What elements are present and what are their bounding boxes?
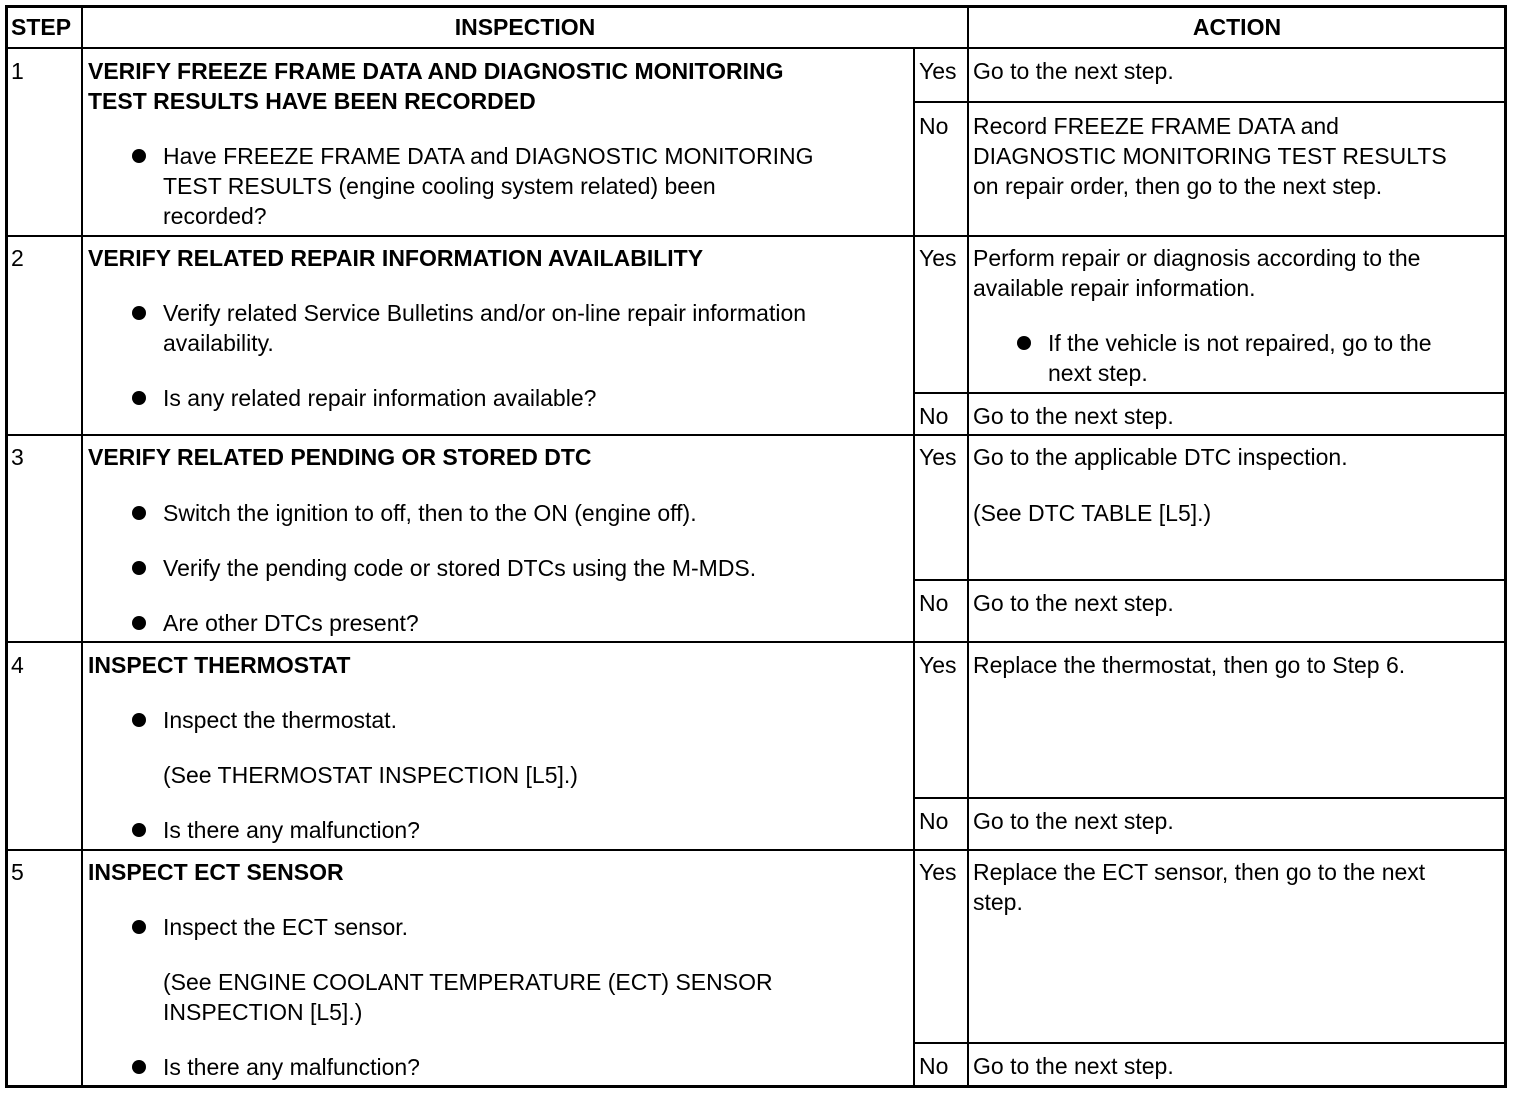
- inspection-text: (See THERMOSTAT INSPECTION [L5].): [163, 762, 578, 788]
- inspection-text: (See ENGINE COOLANT TEMPERATURE (ECT) SENSOR: [163, 969, 773, 995]
- inspection-text: INSPECTION [L5].): [163, 999, 363, 1025]
- bullet-icon: [1017, 336, 1031, 350]
- step-number: 2: [11, 245, 24, 271]
- action-text: Go to the next step.: [973, 590, 1174, 616]
- no-label: No: [919, 590, 949, 616]
- action-text: next step.: [1048, 360, 1148, 386]
- col-divider-yesno: [913, 47, 915, 1088]
- bullet-icon: [132, 713, 146, 727]
- inspection-text: Inspect the ECT sensor.: [163, 914, 409, 940]
- yes-no-divider: [913, 797, 1507, 799]
- step-number: 1: [11, 58, 24, 84]
- yes-label: Yes: [919, 444, 957, 470]
- action-text: Perform repair or diagnosis according to the: [973, 245, 1421, 271]
- bullet-icon: [132, 823, 146, 837]
- yes-no-divider: [913, 579, 1507, 581]
- bullet-icon: [132, 306, 146, 320]
- yes-no-divider: [913, 1042, 1507, 1044]
- inspection-text: recorded?: [163, 203, 267, 229]
- inspection-text: Verify the pending code or stored DTCs using the M-MDS.: [163, 555, 757, 581]
- action-text: Replace the ECT sensor, then go to the next: [973, 859, 1426, 885]
- yes-label: Yes: [919, 652, 957, 678]
- header-action: ACTION: [1192, 14, 1282, 40]
- inspection-text: Have FREEZE FRAME DATA and DIAGNOSTIC MONITORING: [163, 143, 814, 169]
- action-text: Record FREEZE FRAME DATA and: [973, 113, 1339, 139]
- bullet-icon: [132, 506, 146, 520]
- step-title: VERIFY RELATED PENDING OR STORED DTC: [88, 444, 592, 470]
- inspection-text: TEST RESULTS (engine cooling system related) been: [163, 173, 716, 199]
- inspection-text: Are other DTCs present?: [163, 610, 419, 636]
- yes-label: Yes: [919, 58, 957, 84]
- step-title: TEST RESULTS HAVE BEEN RECORDED: [88, 88, 536, 114]
- bullet-icon: [132, 391, 146, 405]
- action-text: If the vehicle is not repaired, go to the: [1048, 330, 1432, 356]
- step-title: VERIFY RELATED REPAIR INFORMATION AVAILABILITY: [88, 245, 704, 271]
- row-divider: [5, 641, 1507, 643]
- step-number: 5: [11, 859, 24, 885]
- yes-label: Yes: [919, 245, 957, 271]
- action-text: on repair order, then go to the next step.: [973, 173, 1383, 199]
- step-title: INSPECT THERMOSTAT: [88, 652, 351, 678]
- bullet-icon: [132, 149, 146, 163]
- inspection-text: Is there any malfunction?: [163, 817, 420, 843]
- col-divider-step: [81, 5, 83, 1088]
- step-title: INSPECT ECT SENSOR: [88, 859, 344, 885]
- yes-label: Yes: [919, 859, 957, 885]
- inspection-text: Inspect the thermostat.: [163, 707, 397, 733]
- action-text: (See DTC TABLE [L5].): [973, 500, 1212, 526]
- header-step: STEP: [11, 14, 72, 40]
- inspection-text: availability.: [163, 330, 274, 356]
- header-inspection: INSPECTION: [454, 14, 596, 40]
- yes-no-divider: [913, 392, 1507, 394]
- bullet-icon: [132, 561, 146, 575]
- inspection-text: Is any related repair information available?: [163, 385, 597, 411]
- row-divider: [5, 434, 1507, 436]
- header-divider: [5, 47, 1507, 49]
- step-title: VERIFY FREEZE FRAME DATA AND DIAGNOSTIC MONITORING: [88, 58, 784, 84]
- action-text: Go to the next step.: [973, 403, 1174, 429]
- no-label: No: [919, 808, 949, 834]
- no-label: No: [919, 1053, 949, 1079]
- inspection-text: Is there any malfunction?: [163, 1054, 420, 1080]
- col-divider-action: [967, 5, 969, 1088]
- step-number: 3: [11, 444, 24, 470]
- row-divider: [5, 235, 1507, 237]
- bullet-icon: [132, 616, 146, 630]
- action-text: available repair information.: [973, 275, 1256, 301]
- action-text: Go to the next step.: [973, 1053, 1174, 1079]
- bullet-icon: [132, 1060, 146, 1074]
- action-text: step.: [973, 889, 1023, 915]
- inspection-text: Verify related Service Bulletins and/or on-line repair information: [163, 300, 807, 326]
- diagnostic-table: [5, 5, 1507, 1088]
- bullet-icon: [132, 920, 146, 934]
- step-number: 4: [11, 652, 24, 678]
- no-label: No: [919, 113, 949, 139]
- yes-no-divider: [913, 101, 1507, 103]
- no-label: No: [919, 403, 949, 429]
- action-text: DIAGNOSTIC MONITORING TEST RESULTS: [973, 143, 1447, 169]
- inspection-text: Switch the ignition to off, then to the ON (engine off).: [163, 500, 697, 526]
- action-text: Go to the next step.: [973, 808, 1174, 834]
- action-text: Go to the applicable DTC inspection.: [973, 444, 1348, 470]
- action-text: Replace the thermostat, then go to Step 6.: [973, 652, 1406, 678]
- action-text: Go to the next step.: [973, 58, 1174, 84]
- row-divider: [5, 849, 1507, 851]
